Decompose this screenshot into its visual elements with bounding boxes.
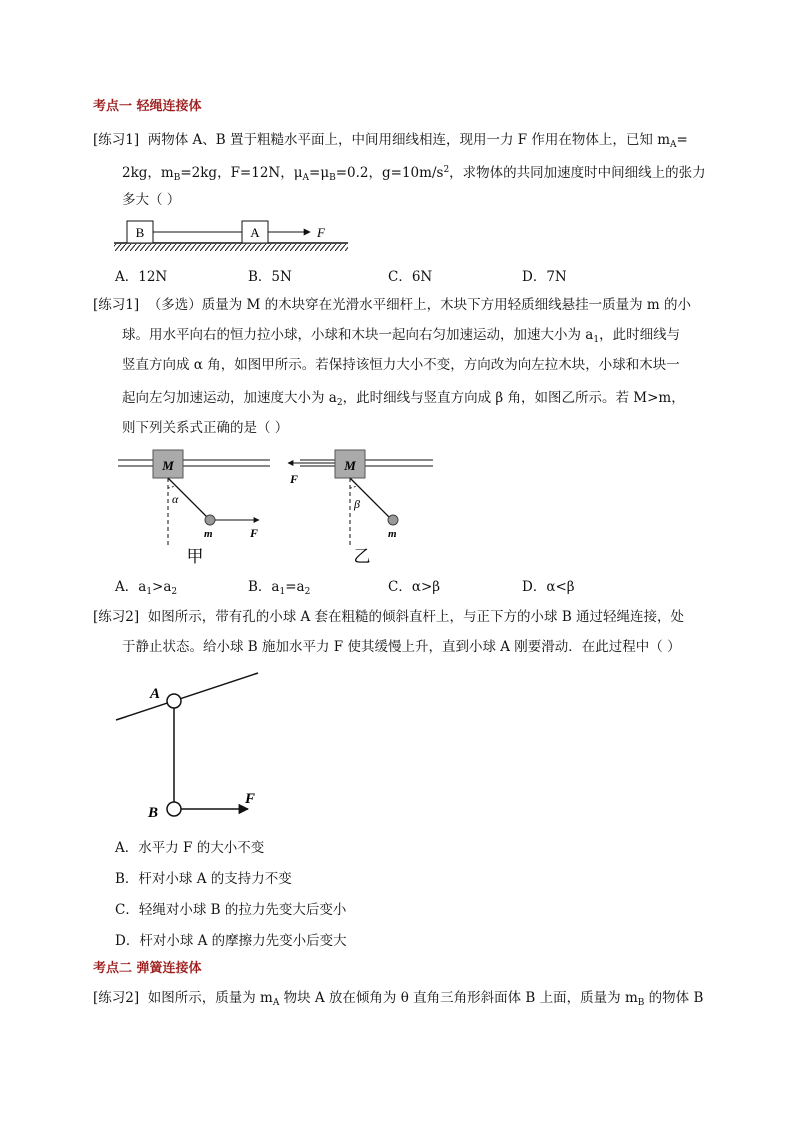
angle-beta-label: β xyxy=(354,497,360,511)
block-b-label: B xyxy=(135,225,145,240)
question-1-line-2 xyxy=(122,160,706,188)
subscript: 1 xyxy=(146,587,153,597)
text: 起向左匀加速运动，加速度大小为 a xyxy=(122,390,337,406)
question-tag: [练习1] xyxy=(93,132,140,148)
ball-m xyxy=(388,515,398,525)
text: =2kg，F=12N，μ xyxy=(180,165,303,181)
section-heading-2: 考点二 弹簧连接体 xyxy=(93,961,202,976)
q1-option-a[interactable]: A．12N xyxy=(115,269,168,285)
q1-option-c[interactable]: C．6N xyxy=(388,269,433,285)
text: =μ xyxy=(309,165,330,181)
subscript: 1 xyxy=(279,587,286,597)
ball-m xyxy=(205,515,215,525)
question-4-line-1 xyxy=(93,988,703,1013)
question-2-line-2 xyxy=(122,325,680,350)
text: ，此时细线与 xyxy=(599,327,681,343)
text: ，此时细线与竖直方向成 β 角，如图乙所示。若 M>m， xyxy=(342,390,685,406)
q1-option-b[interactable]: B．5N xyxy=(248,269,292,285)
angle-alpha-label: α xyxy=(172,492,179,506)
ball-a-label: A xyxy=(150,686,161,702)
force-label: F xyxy=(290,472,299,486)
ball-b xyxy=(167,802,181,816)
subscript: 2 xyxy=(336,398,343,408)
subscript: A xyxy=(272,998,280,1008)
q2-option-c[interactable]: C．α>β xyxy=(388,579,441,595)
subscript: B xyxy=(637,998,645,1008)
question-2-line-1 xyxy=(93,295,691,315)
question-2-line-4 xyxy=(122,388,685,413)
q3-option-a[interactable]: A．水平力 F 的大小不变 xyxy=(115,840,265,856)
text: 如图所示，带有孔的小球 A 套在粗糙的倾斜直杆上，与正下方的小球 B 通过轻绳连接，处 xyxy=(147,609,685,625)
ball-b-label: B xyxy=(148,805,159,821)
text: 物块 A 放在倾角为 θ 直角三角形斜面体 B 上面，质量为 m xyxy=(279,990,638,1006)
block-m-label: M xyxy=(344,458,356,473)
inclined-rod xyxy=(116,673,258,720)
text: 2kg，m xyxy=(122,165,174,181)
superscript: 2 xyxy=(443,165,450,175)
caption-yi: 乙 xyxy=(353,547,371,566)
question-tag: [练习2] xyxy=(93,990,140,1006)
question-3-line-1 xyxy=(93,607,684,627)
subscript: 1 xyxy=(593,335,600,345)
text: 球。用水平向右的恒力拉小球，小球和木块一起向右匀加速运动，加速大小为 a xyxy=(122,327,594,343)
question-1-line-3: 多大（ ） xyxy=(122,192,181,208)
subscript: 2 xyxy=(304,587,311,597)
section-heading-1: 考点一 轻绳连接体 xyxy=(93,99,202,114)
ball-a xyxy=(167,694,181,708)
text: =0.2，g=10m/s xyxy=(335,165,444,181)
subscript: B xyxy=(329,173,336,183)
question-tag: [练习2] xyxy=(93,609,140,625)
q1-option-d[interactable]: D．7N xyxy=(522,269,567,285)
subscript: 2 xyxy=(171,587,178,597)
ball-m-label: m xyxy=(204,528,213,540)
text: ，求物体的共同加速度时中间细线上的张力 xyxy=(449,165,706,181)
q3-option-c[interactable]: C．轻绳对小球 B 的拉力先变大后变小 xyxy=(115,902,347,918)
force-label: F xyxy=(245,791,256,807)
question-1-line-1 xyxy=(93,130,688,155)
q3-option-d[interactable]: D．杆对小球 A 的摩擦力先变小后变大 xyxy=(115,933,347,949)
question-2-line-5: 则下列关系式正确的是（ ） xyxy=(122,420,289,436)
text: 的物体 B xyxy=(644,990,704,1006)
text: B．a xyxy=(248,579,280,595)
figure-jia xyxy=(112,445,282,570)
figure-rod-balls xyxy=(110,665,280,825)
block-a-label: A xyxy=(250,225,260,240)
text: 两物体 A、B 置于粗糙水平面上，中间用细线相连，现用一力 F 作用在物体上，已知 m xyxy=(147,132,671,148)
q2-option-a[interactable] xyxy=(115,575,177,597)
force-label: F xyxy=(317,225,325,240)
subscript: A xyxy=(670,140,677,150)
figure-blocks-on-surface xyxy=(110,215,355,260)
text: =a xyxy=(285,579,305,595)
text: = xyxy=(676,132,688,148)
ball-m-label: m xyxy=(388,528,397,540)
question-3-line-2: 于静止状态。给小球 B 施加水平力 F 使其缓慢上升，直到小球 A 刚要滑动．在此过程中（ ） xyxy=(122,639,681,655)
q3-option-b[interactable]: B．杆对小球 A 的支持力不变 xyxy=(115,871,292,887)
q2-option-b[interactable] xyxy=(248,575,310,597)
text: >a xyxy=(152,579,172,595)
figure-yi xyxy=(280,445,440,570)
force-label: F xyxy=(250,526,259,540)
text: 如图所示，质量为 m xyxy=(147,990,273,1006)
text: （多选）质量为 M 的木块穿在光滑水平细杆上，木块下方用轻质细线悬挂一质量为 m 的小 xyxy=(147,297,692,313)
text: A．a xyxy=(115,579,147,595)
q2-option-d[interactable]: D．α<β xyxy=(522,579,575,595)
subscript: A xyxy=(302,173,310,183)
caption-jia: 甲 xyxy=(186,547,204,566)
question-tag: [练习1] xyxy=(93,297,140,313)
question-2-line-3: 竖直方向成 α 角，如图甲所示。若保持该恒力大小不变，方向改为向左拉木块，小球和木块一 xyxy=(122,357,680,373)
subscript: B xyxy=(173,173,181,183)
block-m-label: M xyxy=(162,458,174,473)
